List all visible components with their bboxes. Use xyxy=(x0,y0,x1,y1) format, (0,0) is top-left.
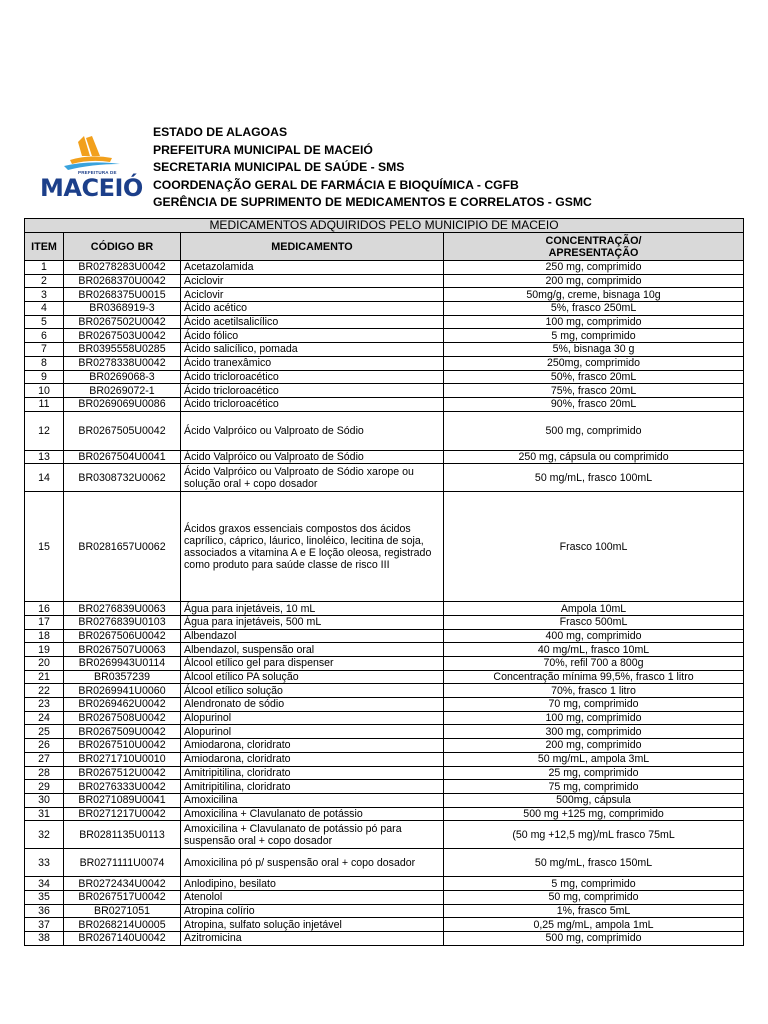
row-concentration: 500mg, cápsula xyxy=(444,793,744,807)
row-item-number: 16 xyxy=(25,602,64,616)
logo-boat-icon xyxy=(40,134,140,174)
row-medication: Amoxicilina pó p/ suspensão oral + copo dosador xyxy=(181,849,444,877)
table-row xyxy=(25,752,744,766)
row-medication: Acetazolamida xyxy=(181,261,444,275)
row-code-br: BR0268370U0042 xyxy=(64,274,181,288)
row-code-br: BR0269068-3 xyxy=(64,370,181,384)
row-medication: Ácido fólico xyxy=(181,329,444,343)
row-concentration: 50 mg/mL, frasco 100mL xyxy=(444,464,744,492)
row-item-number: 37 xyxy=(25,918,64,932)
row-code-br: BR0278283U0042 xyxy=(64,261,181,275)
medications-table xyxy=(24,218,744,946)
header-line-secretariat: SECRETARIA MUNICIPAL DE SAÚDE - SMS xyxy=(153,160,405,174)
table-row xyxy=(25,288,744,302)
row-medication: Azitromicina xyxy=(181,932,444,946)
row-medication: Atenolol xyxy=(181,890,444,904)
header-line-coordination: COORDENAÇÃO GERAL DE FARMÁCIA E BIOQUÍMICA - CGFB xyxy=(153,177,519,192)
column-header-concentration: CONCENTRAÇÃO/ APRESENTAÇÃO xyxy=(444,233,744,261)
row-medication: Amoxicilina + Clavulanato de potássio xyxy=(181,807,444,821)
row-item-number: 29 xyxy=(25,780,64,794)
table-row xyxy=(25,643,744,657)
row-medication: Atropina, sulfato solução injetável xyxy=(181,918,444,932)
row-item-number: 9 xyxy=(25,370,64,384)
row-code-br: BR0267510U0042 xyxy=(64,739,181,753)
row-concentration: (50 mg +12,5 mg)/mL frasco 75mL xyxy=(444,821,744,849)
row-concentration: 500 mg +125 mg, comprimido xyxy=(444,807,744,821)
row-code-br: BR0271217U0042 xyxy=(64,807,181,821)
table-row xyxy=(25,849,744,877)
table-row xyxy=(25,602,744,616)
row-code-br: BR0269943U0114 xyxy=(64,657,181,671)
row-medication: Amiodarona, cloridrato xyxy=(181,752,444,766)
table-row xyxy=(25,302,744,316)
row-concentration: 250mg, comprimido xyxy=(444,356,744,370)
table-row xyxy=(25,274,744,288)
row-code-br: BR0267512U0042 xyxy=(64,766,181,780)
table-row xyxy=(25,684,744,698)
row-code-br: BR0267140U0042 xyxy=(64,932,181,946)
row-item-number: 20 xyxy=(25,657,64,671)
column-header-code: CÓDIGO BR xyxy=(64,233,181,261)
row-concentration: 0,25 mg/mL, ampola 1mL xyxy=(444,918,744,932)
column-header-medication: MEDICAMENTO xyxy=(181,233,444,261)
row-code-br: BR0268375U0015 xyxy=(64,288,181,302)
row-code-br: BR0267506U0042 xyxy=(64,629,181,643)
maceio-logo xyxy=(40,134,143,204)
row-concentration: 5%, bisnaga 30 g xyxy=(444,343,744,357)
row-code-br: BR0267508U0042 xyxy=(64,711,181,725)
row-code-br: BR0271051 xyxy=(64,904,181,918)
row-medication: Ácido Valpróico ou Valproato de Sódio xyxy=(181,411,444,450)
row-code-br: BR0269069U0086 xyxy=(64,397,181,411)
row-item-number: 24 xyxy=(25,711,64,725)
row-item-number: 12 xyxy=(25,411,64,450)
row-item-number: 15 xyxy=(25,492,64,602)
row-concentration: 70%, frasco 1 litro xyxy=(444,684,744,698)
table-row xyxy=(25,629,744,643)
logo-word: MACEIÓ xyxy=(40,174,143,202)
row-item-number: 27 xyxy=(25,752,64,766)
row-medication: Atropina colírio xyxy=(181,904,444,918)
table-row xyxy=(25,670,744,684)
row-code-br: BR0281135U0113 xyxy=(64,821,181,849)
row-item-number: 18 xyxy=(25,629,64,643)
table-row xyxy=(25,356,744,370)
document-header xyxy=(0,120,768,210)
table-row xyxy=(25,918,744,932)
row-concentration: 200 mg, comprimido xyxy=(444,274,744,288)
row-medication: Amiodarona, cloridrato xyxy=(181,739,444,753)
row-medication: Ácido tranexâmico xyxy=(181,356,444,370)
row-item-number: 31 xyxy=(25,807,64,821)
row-item-number: 6 xyxy=(25,329,64,343)
row-medication: Amoxicilina + Clavulanato de potássio pó para suspensão oral + copo dosador xyxy=(181,821,444,849)
row-item-number: 33 xyxy=(25,849,64,877)
column-header-item: ITEM xyxy=(25,233,64,261)
table-row xyxy=(25,780,744,794)
logo-small-text: PREFEITURA DE xyxy=(78,170,117,175)
table-row xyxy=(25,807,744,821)
row-code-br: BR0276333U0042 xyxy=(64,780,181,794)
row-code-br: BR0269941U0060 xyxy=(64,684,181,698)
row-concentration: 50mg/g, creme, bisnaga 10g xyxy=(444,288,744,302)
row-concentration: 50%, frasco 20mL xyxy=(444,370,744,384)
row-medication: Ácido Valpróico ou Valproato de Sódio xarope ou solução oral + copo dosador xyxy=(181,464,444,492)
row-concentration: 200 mg, comprimido xyxy=(444,739,744,753)
table-row xyxy=(25,725,744,739)
row-code-br: BR0271089U0041 xyxy=(64,793,181,807)
row-medication: Aciclovir xyxy=(181,274,444,288)
row-code-br: BR0267505U0042 xyxy=(64,411,181,450)
row-item-number: 3 xyxy=(25,288,64,302)
row-code-br: BR0395558U0285 xyxy=(64,343,181,357)
row-concentration: 500 mg, comprimido xyxy=(444,411,744,450)
row-code-br: BR0278338U0042 xyxy=(64,356,181,370)
table-body xyxy=(25,261,744,946)
row-code-br: BR0368919-3 xyxy=(64,302,181,316)
row-concentration: 100 mg, comprimido xyxy=(444,315,744,329)
row-code-br: BR0271111U0074 xyxy=(64,849,181,877)
table-row xyxy=(25,615,744,629)
row-item-number: 21 xyxy=(25,670,64,684)
row-item-number: 38 xyxy=(25,932,64,946)
row-item-number: 19 xyxy=(25,643,64,657)
row-medication: Água para injetáveis, 10 mL xyxy=(181,602,444,616)
row-medication: Amoxicilina xyxy=(181,793,444,807)
row-item-number: 17 xyxy=(25,615,64,629)
row-medication: Alendronato de sódio xyxy=(181,698,444,712)
row-concentration: 250 mg, cápsula ou comprimido xyxy=(444,450,744,464)
header-text-block xyxy=(153,124,592,212)
row-item-number: 28 xyxy=(25,766,64,780)
row-concentration: 70%, refil 700 a 800g xyxy=(444,657,744,671)
row-concentration: 1%, frasco 5mL xyxy=(444,904,744,918)
table-row xyxy=(25,877,744,891)
row-item-number: 26 xyxy=(25,739,64,753)
row-code-br: BR0271710U0010 xyxy=(64,752,181,766)
row-item-number: 10 xyxy=(25,384,64,398)
row-code-br: BR0267502U0042 xyxy=(64,315,181,329)
row-concentration: 500 mg, comprimido xyxy=(444,932,744,946)
row-concentration: 100 mg, comprimido xyxy=(444,711,744,725)
row-concentration: 90%, frasco 20mL xyxy=(444,397,744,411)
table-row xyxy=(25,261,744,275)
row-code-br: BR0276839U0103 xyxy=(64,615,181,629)
row-concentration: 50 mg/mL, ampola 3mL xyxy=(444,752,744,766)
row-medication: Álcool etílico solução xyxy=(181,684,444,698)
row-item-number: 1 xyxy=(25,261,64,275)
table-row xyxy=(25,343,744,357)
row-medication: Ácido acético xyxy=(181,302,444,316)
row-concentration: 40 mg/mL, frasco 10mL xyxy=(444,643,744,657)
row-item-number: 36 xyxy=(25,904,64,918)
row-concentration: 25 mg, comprimido xyxy=(444,766,744,780)
row-concentration: 5%, frasco 250mL xyxy=(444,302,744,316)
row-code-br: BR0269072-1 xyxy=(64,384,181,398)
row-medication: Álcool etílico gel para dispenser xyxy=(181,657,444,671)
row-concentration: 400 mg, comprimido xyxy=(444,629,744,643)
table-row xyxy=(25,492,744,602)
table-row xyxy=(25,711,744,725)
table-row xyxy=(25,904,744,918)
row-medication: Alopurinol xyxy=(181,711,444,725)
row-item-number: 7 xyxy=(25,343,64,357)
table-row xyxy=(25,315,744,329)
row-medication: Alopurinol xyxy=(181,725,444,739)
header-line-state: ESTADO DE ALAGOAS xyxy=(153,125,288,139)
row-code-br: BR0267503U0042 xyxy=(64,329,181,343)
row-medication: Ácido tricloroacético xyxy=(181,384,444,398)
row-item-number: 14 xyxy=(25,464,64,492)
row-medication: Anlodipino, besilato xyxy=(181,877,444,891)
table-row xyxy=(25,821,744,849)
row-item-number: 11 xyxy=(25,397,64,411)
row-medication: Ácido tricloroacético xyxy=(181,397,444,411)
table-row xyxy=(25,932,744,946)
row-concentration: 300 mg, comprimido xyxy=(444,725,744,739)
row-code-br: BR0267507U0063 xyxy=(64,643,181,657)
row-item-number: 4 xyxy=(25,302,64,316)
row-medication: Ácido acetilsalicílico xyxy=(181,315,444,329)
row-concentration: 5 mg, comprimido xyxy=(444,877,744,891)
row-code-br: BR0276839U0063 xyxy=(64,602,181,616)
table-row xyxy=(25,450,744,464)
row-code-br: BR0267504U0041 xyxy=(64,450,181,464)
table-row xyxy=(25,657,744,671)
row-item-number: 13 xyxy=(25,450,64,464)
row-item-number: 2 xyxy=(25,274,64,288)
header-line-city: PREFEITURA MUNICIPAL DE MACEIÓ xyxy=(153,142,373,157)
row-medication: Amitripitilina, cloridrato xyxy=(181,766,444,780)
row-item-number: 25 xyxy=(25,725,64,739)
row-concentration: Frasco 500mL xyxy=(444,615,744,629)
row-item-number: 30 xyxy=(25,793,64,807)
row-item-number: 32 xyxy=(25,821,64,849)
table-row xyxy=(25,384,744,398)
header-line-management: GERÊNCIA DE SUPRIMENTO DE MEDICAMENTOS E CORRELATOS - GSMC xyxy=(153,195,592,209)
row-code-br: BR0267509U0042 xyxy=(64,725,181,739)
row-concentration: 75 mg, comprimido xyxy=(444,780,744,794)
row-concentration: 75%, frasco 20mL xyxy=(444,384,744,398)
table-row xyxy=(25,793,744,807)
row-item-number: 23 xyxy=(25,698,64,712)
row-medication: Ácido tricloroacético xyxy=(181,370,444,384)
table-row xyxy=(25,411,744,450)
row-medication: Albendazol, suspensão oral xyxy=(181,643,444,657)
row-code-br: BR0267517U0042 xyxy=(64,890,181,904)
row-item-number: 34 xyxy=(25,877,64,891)
row-code-br: BR0272434U0042 xyxy=(64,877,181,891)
row-code-br: BR0357239 xyxy=(64,670,181,684)
row-code-br: BR0281657U0062 xyxy=(64,492,181,602)
row-concentration: Concentração mínima 99,5%, frasco 1 litro xyxy=(444,670,744,684)
row-medication: Álcool etílico PA solução xyxy=(181,670,444,684)
row-code-br: BR0268214U0005 xyxy=(64,918,181,932)
row-medication: Ácido Valpróico ou Valproato de Sódio xyxy=(181,450,444,464)
row-medication: Amitripitilina, cloridrato xyxy=(181,780,444,794)
row-concentration: 50 mg, comprimido xyxy=(444,890,744,904)
table-row xyxy=(25,329,744,343)
row-medication: Ácido salicílico, pomada xyxy=(181,343,444,357)
table-row xyxy=(25,739,744,753)
row-code-br: BR0308732U0062 xyxy=(64,464,181,492)
row-medication: Aciclovir xyxy=(181,288,444,302)
table-row xyxy=(25,766,744,780)
row-medication: Água para injetáveis, 500 mL xyxy=(181,615,444,629)
row-item-number: 5 xyxy=(25,315,64,329)
row-concentration: Ampola 10mL xyxy=(444,602,744,616)
table-row xyxy=(25,397,744,411)
row-item-number: 22 xyxy=(25,684,64,698)
row-concentration: 250 mg, comprimido xyxy=(444,261,744,275)
row-concentration: 50 mg/mL, frasco 150mL xyxy=(444,849,744,877)
table-row xyxy=(25,890,744,904)
row-concentration: Frasco 100mL xyxy=(444,492,744,602)
table-row xyxy=(25,464,744,492)
row-item-number: 8 xyxy=(25,356,64,370)
row-medication: Albendazol xyxy=(181,629,444,643)
row-medication: Ácidos graxos essenciais compostos dos ácidos caprílico, cáprico, láurico, linoléico, lecitina de soja, associados a vitamina A e E loção oleosa, registrado como produto para saúde classe de risco III xyxy=(181,492,444,602)
table-title: MEDICAMENTOS ADQUIRIDOS PELO MUNICIPIO DE MACEIO xyxy=(25,219,744,233)
table-row xyxy=(25,370,744,384)
row-concentration: 5 mg, comprimido xyxy=(444,329,744,343)
row-concentration: 70 mg, comprimido xyxy=(444,698,744,712)
table-row xyxy=(25,698,744,712)
row-code-br: BR0269462U0042 xyxy=(64,698,181,712)
row-item-number: 35 xyxy=(25,890,64,904)
